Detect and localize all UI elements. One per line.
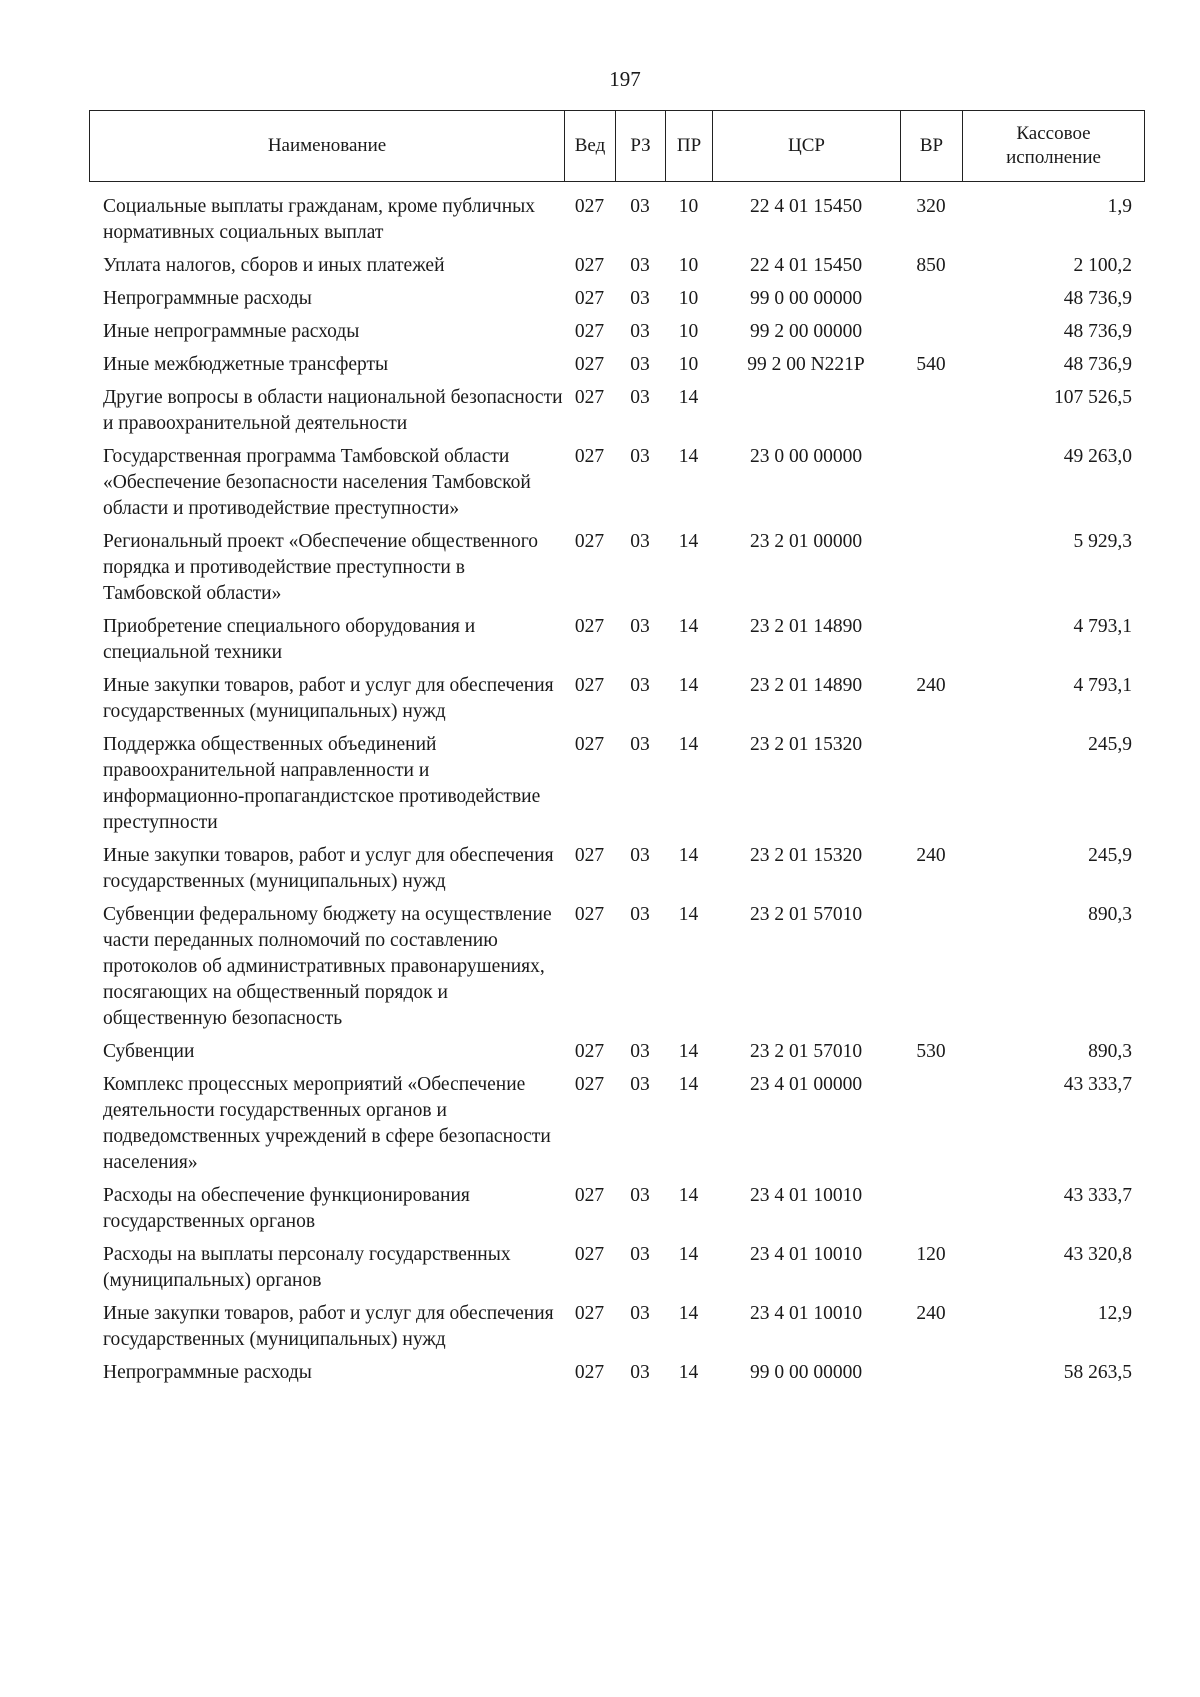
row-name: Субвенции федеральному бюджету на осуществление части переданных полномочий по составлению протоколов об административных правонарушениях, посягающих на общественный порядок и общественную безопасность: [103, 904, 552, 1029]
row-name: Комплекс процессных мероприятий «Обеспечение деятельности государственных органов и подведомственных учреждений в сфере безопасности населения»: [103, 1074, 551, 1173]
row-rz: 03: [630, 734, 650, 755]
table-row: [89, 1301, 1144, 1360]
row-name: Другие вопросы в области национальной безопасности и правоохранительной деятельности: [103, 387, 563, 434]
row-rz: 03: [630, 904, 650, 925]
table-row: [89, 843, 1144, 902]
row-rz: 03: [630, 531, 650, 552]
row-vr: 530: [916, 1041, 946, 1062]
row-pr: 14: [678, 1244, 699, 1265]
row-amount: 2 100,2: [1073, 255, 1132, 276]
row-ved: 027: [574, 904, 605, 925]
row-csr: 23 4 01 10010: [749, 1244, 863, 1265]
row-vr: 850: [916, 255, 946, 276]
row-pr: 10: [678, 354, 699, 375]
row-vr: 540: [916, 354, 946, 375]
row-name: Иные закупки товаров, работ и услуг для обеспечения государственных (муниципальных) нужд: [103, 675, 554, 722]
row-ved: 027: [574, 616, 605, 637]
row-amount: 245,9: [1088, 734, 1132, 755]
row-rz: 03: [630, 288, 650, 309]
row-rz: 03: [630, 1185, 650, 1206]
row-rz: 03: [630, 675, 650, 696]
table-row: [89, 319, 1144, 352]
row-amount: 43 333,7: [1063, 1185, 1132, 1206]
row-ved: 027: [574, 1041, 605, 1062]
row-amount: 12,9: [1097, 1303, 1132, 1324]
row-name: Государственная программа Тамбовской области «Обеспечение безопасности населения Тамбовской области и противодействие преступности»: [103, 446, 531, 519]
row-amount: 43 320,8: [1063, 1244, 1132, 1265]
row-amount: 4 793,1: [1073, 616, 1132, 637]
row-csr: 23 2 01 14890: [749, 675, 863, 696]
row-ved: 027: [574, 734, 605, 755]
row-vr: 240: [916, 675, 946, 696]
row-pr: 14: [678, 1303, 699, 1324]
row-csr: 23 4 01 10010: [749, 1185, 863, 1206]
table-row: [89, 352, 1144, 385]
row-name: Непрограммные расходы: [103, 1362, 312, 1383]
row-amount: 48 736,9: [1063, 288, 1132, 309]
row-amount: 58 263,5: [1063, 1362, 1132, 1383]
row-vr: 120: [916, 1244, 946, 1265]
table-row: [89, 673, 1144, 732]
row-ved: 027: [574, 675, 605, 696]
row-name: Расходы на обеспечение функционирования государственных органов: [103, 1185, 470, 1232]
table-header: [89, 110, 1145, 182]
row-pr: 14: [678, 1041, 699, 1062]
row-ved: 027: [574, 354, 605, 375]
row-vr: [900, 1183, 962, 1242]
row-csr: 99 2 00 00000: [749, 321, 863, 342]
table-row: [89, 1039, 1144, 1072]
row-ved: 027: [574, 1303, 605, 1324]
row-name: Поддержка общественных объединений правоохранительной направленности и информационно-пропагандистское противодействие преступности: [103, 734, 541, 833]
row-vr: 320: [916, 196, 946, 217]
row-rz: 03: [630, 255, 650, 276]
row-name: Иные закупки товаров, работ и услуг для обеспечения государственных (муниципальных) нужд: [103, 845, 554, 892]
row-rz: 03: [630, 354, 650, 375]
row-vr: [900, 444, 962, 529]
header-name: Наименование: [90, 111, 565, 182]
row-name: Расходы на выплаты персоналу государственных (муниципальных) органов: [103, 1244, 511, 1291]
header-csr: ЦСР: [713, 111, 901, 182]
table-row: [89, 1072, 1144, 1183]
row-csr: 23 2 01 57010: [749, 904, 863, 925]
row-name: Уплата налогов, сборов и иных платежей: [103, 255, 445, 276]
row-amount: 245,9: [1088, 845, 1132, 866]
row-amount: 890,3: [1088, 1041, 1132, 1062]
row-pr: 14: [678, 387, 699, 408]
row-rz: 03: [630, 1362, 650, 1383]
row-ved: 027: [574, 321, 605, 342]
row-name: Социальные выплаты гражданам, кроме публичных нормативных социальных выплат: [103, 196, 535, 243]
row-pr: 14: [678, 1074, 699, 1095]
row-amount: 43 333,7: [1063, 1074, 1132, 1095]
row-csr: 23 2 01 15320: [749, 845, 863, 866]
row-amount: 4 793,1: [1073, 675, 1132, 696]
row-pr: 10: [678, 196, 699, 217]
table-row: [89, 902, 1144, 1039]
row-ved: 027: [574, 387, 605, 408]
row-vr: [900, 614, 962, 673]
row-pr: 14: [678, 904, 699, 925]
header-ved: Вед: [565, 111, 616, 182]
row-vr: [900, 319, 962, 352]
row-ved: 027: [574, 196, 605, 217]
row-rz: 03: [630, 1303, 650, 1324]
row-csr: 23 2 01 15320: [749, 734, 863, 755]
table-row: [89, 1242, 1144, 1301]
row-ved: 027: [574, 1362, 605, 1383]
row-amount: 107 526,5: [1054, 387, 1132, 408]
table-row: [89, 1183, 1144, 1242]
row-csr: 22 4 01 15450: [749, 196, 863, 217]
row-rz: 03: [630, 321, 650, 342]
table-row: [89, 1360, 1144, 1393]
row-ved: 027: [574, 446, 605, 467]
table-row: [89, 732, 1144, 843]
row-csr: 99 0 00 00000: [749, 1362, 863, 1383]
row-pr: 10: [678, 255, 699, 276]
row-vr: 240: [916, 845, 946, 866]
row-vr: [900, 732, 962, 843]
row-vr: [900, 1360, 962, 1393]
row-pr: 14: [678, 1185, 699, 1206]
row-rz: 03: [630, 845, 650, 866]
row-name: Непрограммные расходы: [103, 288, 312, 309]
row-ved: 027: [574, 845, 605, 866]
row-rz: 03: [630, 196, 650, 217]
row-amount: 48 736,9: [1063, 321, 1132, 342]
row-pr: 10: [678, 321, 699, 342]
table-row: [89, 529, 1144, 614]
row-name: Субвенции: [103, 1041, 195, 1062]
row-amount: 5 929,3: [1073, 531, 1132, 552]
row-name: Приобретение специального оборудования и специальной техники: [103, 616, 476, 663]
table-row: [89, 614, 1144, 673]
row-name: Региональный проект «Обеспечение общественного порядка и противодействие преступности в Тамбовской области»: [103, 531, 538, 604]
table-row: [89, 253, 1144, 286]
row-vr: [900, 1072, 962, 1183]
row-pr: 14: [678, 1362, 699, 1383]
row-rz: 03: [630, 1244, 650, 1265]
row-pr: 14: [678, 616, 699, 637]
budget-table-body: [89, 194, 1144, 1393]
row-amount: 890,3: [1088, 904, 1132, 925]
row-csr: 23 2 01 00000: [749, 531, 863, 552]
row-name: Иные закупки товаров, работ и услуг для обеспечения государственных (муниципальных) нужд: [103, 1303, 554, 1350]
row-rz: 03: [630, 616, 650, 637]
row-amount: 48 736,9: [1063, 354, 1132, 375]
row-pr: 14: [678, 734, 699, 755]
table-row: [89, 385, 1144, 444]
row-csr: 23 2 01 14890: [749, 616, 863, 637]
row-csr: 23 4 01 10010: [749, 1303, 863, 1324]
row-rz: 03: [630, 1041, 650, 1062]
row-csr: 22 4 01 15450: [749, 255, 863, 276]
row-name: Иные непрограммные расходы: [103, 321, 360, 342]
row-vr: 240: [916, 1303, 946, 1324]
table-row: [89, 444, 1144, 529]
row-ved: 027: [574, 288, 605, 309]
table-row: [89, 194, 1144, 253]
row-amount: 1,9: [1107, 196, 1132, 217]
row-pr: 14: [678, 845, 699, 866]
row-pr: 14: [678, 446, 699, 467]
row-csr: 23 0 00 00000: [749, 446, 863, 467]
row-ved: 027: [574, 1074, 605, 1095]
row-name: Иные межбюджетные трансферты: [103, 354, 389, 375]
budget-table: [89, 194, 1144, 1393]
row-csr: 99 0 00 00000: [749, 288, 863, 309]
page-number: 197: [609, 67, 641, 91]
row-vr: [900, 286, 962, 319]
row-csr: 99 2 00 N221P: [747, 354, 865, 375]
row-vr: [900, 385, 962, 444]
row-vr: [900, 902, 962, 1039]
table-row: [89, 286, 1144, 319]
header-amount: Кассовое исполнение: [963, 111, 1145, 182]
row-ved: 027: [574, 255, 605, 276]
row-ved: 027: [574, 531, 605, 552]
row-csr: [712, 385, 900, 444]
row-csr: 23 4 01 00000: [749, 1074, 863, 1095]
row-csr: 23 2 01 57010: [749, 1041, 863, 1062]
header-pr: ПР: [666, 111, 713, 182]
row-pr: 10: [678, 288, 699, 309]
row-ved: 027: [574, 1244, 605, 1265]
row-rz: 03: [630, 446, 650, 467]
row-ved: 027: [574, 1185, 605, 1206]
row-vr: [900, 529, 962, 614]
row-rz: 03: [630, 387, 650, 408]
row-pr: 14: [678, 531, 699, 552]
row-amount: 49 263,0: [1063, 446, 1132, 467]
header-rz: РЗ: [616, 111, 666, 182]
header-vr: ВР: [901, 111, 963, 182]
row-rz: 03: [630, 1074, 650, 1095]
row-pr: 14: [678, 675, 699, 696]
